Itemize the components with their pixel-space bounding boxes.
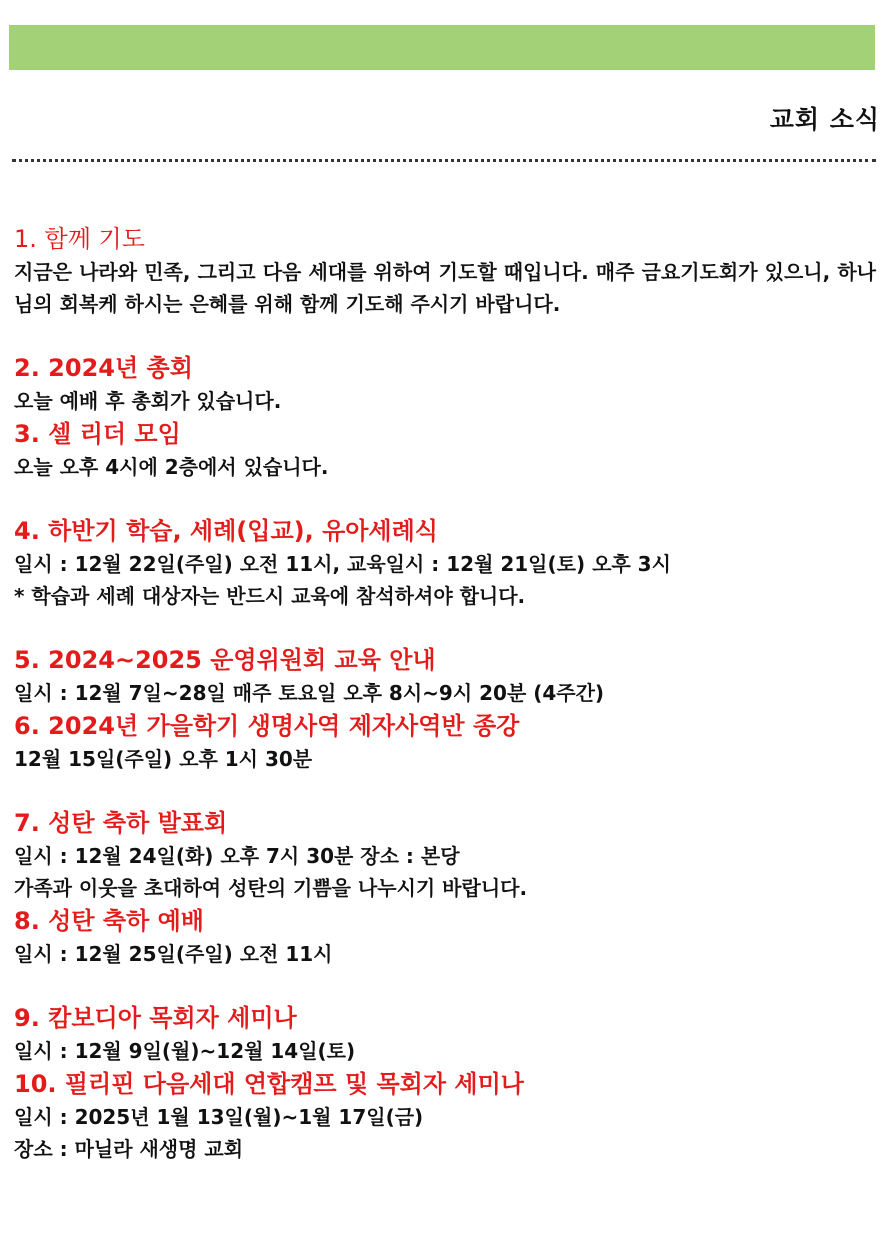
header-bar [9,25,875,70]
news-content [14,222,876,1165]
news-heading: 8. 성탄 축하 예배 [14,907,204,935]
news-text: 장소 : 마닐라 새생명 교회 [14,1137,244,1161]
news-item-assembly [14,351,876,417]
news-text: 일시 : 12월 9일(월)~12월 14일(토) [14,1039,356,1063]
news-item-baptism [14,514,876,612]
news-heading: 1. 함께 기도 [14,225,145,253]
news-text: 일시 : 2025년 1월 13일(월)~1월 17일(금) [14,1105,424,1129]
news-heading: 9. 캄보디아 목회자 세미나 [14,1004,297,1032]
news-text: 오늘 오후 4시에 2층에서 있습니다. [14,455,329,479]
news-heading: 2. 2024년 총회 [14,354,193,382]
news-text: 지금은 나라와 민족, 그리고 다음 세대를 위하여 기도할 때입니다. 매주 금요기도회가 있으니, 하나님의 회복케 하시는 은혜를 위해 함께 기도해 주시기 바랍니다. [14,260,876,316]
news-text: 일시 : 12월 7일~28일 매주 토요일 오후 8시~9시 20분 (4주간) [14,681,605,705]
news-item-discipleship-class [14,709,876,775]
news-item-christmas-service [14,904,876,970]
news-heading: 10. 필리핀 다음세대 연합캠프 및 목회자 세미나 [14,1070,524,1098]
news-item-cell-leaders [14,417,876,483]
news-heading: 6. 2024년 가을학기 생명사역 제자사역반 종강 [14,712,520,740]
news-note: * 학습과 세례 대상자는 반드시 교육에 참석하셔야 합니다. [14,584,526,608]
news-text: 일시 : 12월 25일(주일) 오전 11시 [14,942,333,966]
news-text: 일시 : 12월 22일(주일) 오전 11시, 교육일시 : 12월 21일(토) 오후 3시 [14,552,671,576]
news-text: 일시 : 12월 24일(화) 오후 7시 30분 장소 : 본당 [14,844,460,868]
news-item-philippines-camp [14,1067,876,1165]
news-item-committee-training [14,643,876,709]
news-item-christmas-recital [14,806,876,904]
news-text: 오늘 예배 후 총회가 있습니다. [14,389,282,413]
news-item-cambodia-seminar [14,1001,876,1067]
spacer [14,970,876,1001]
news-item-prayer [14,222,876,320]
news-text: 12월 15일(주일) 오후 1시 30분 [14,747,313,771]
spacer [14,775,876,806]
spacer [14,612,876,643]
spacer [14,483,876,514]
page-title: 교회 소식 [769,105,880,134]
news-text: 가족과 이웃을 초대하여 성탄의 기쁨을 나누시기 바랍니다. [14,876,528,900]
news-heading: 7. 성탄 축하 발표회 [14,809,228,837]
news-heading: 5. 2024~2025 운영위원회 교육 안내 [14,646,436,674]
dotted-divider [12,159,876,162]
spacer [14,320,876,351]
news-heading: 3. 셀 리더 모임 [14,420,181,448]
news-heading: 4. 하반기 학습, 세례(입교), 유아세례식 [14,517,438,545]
